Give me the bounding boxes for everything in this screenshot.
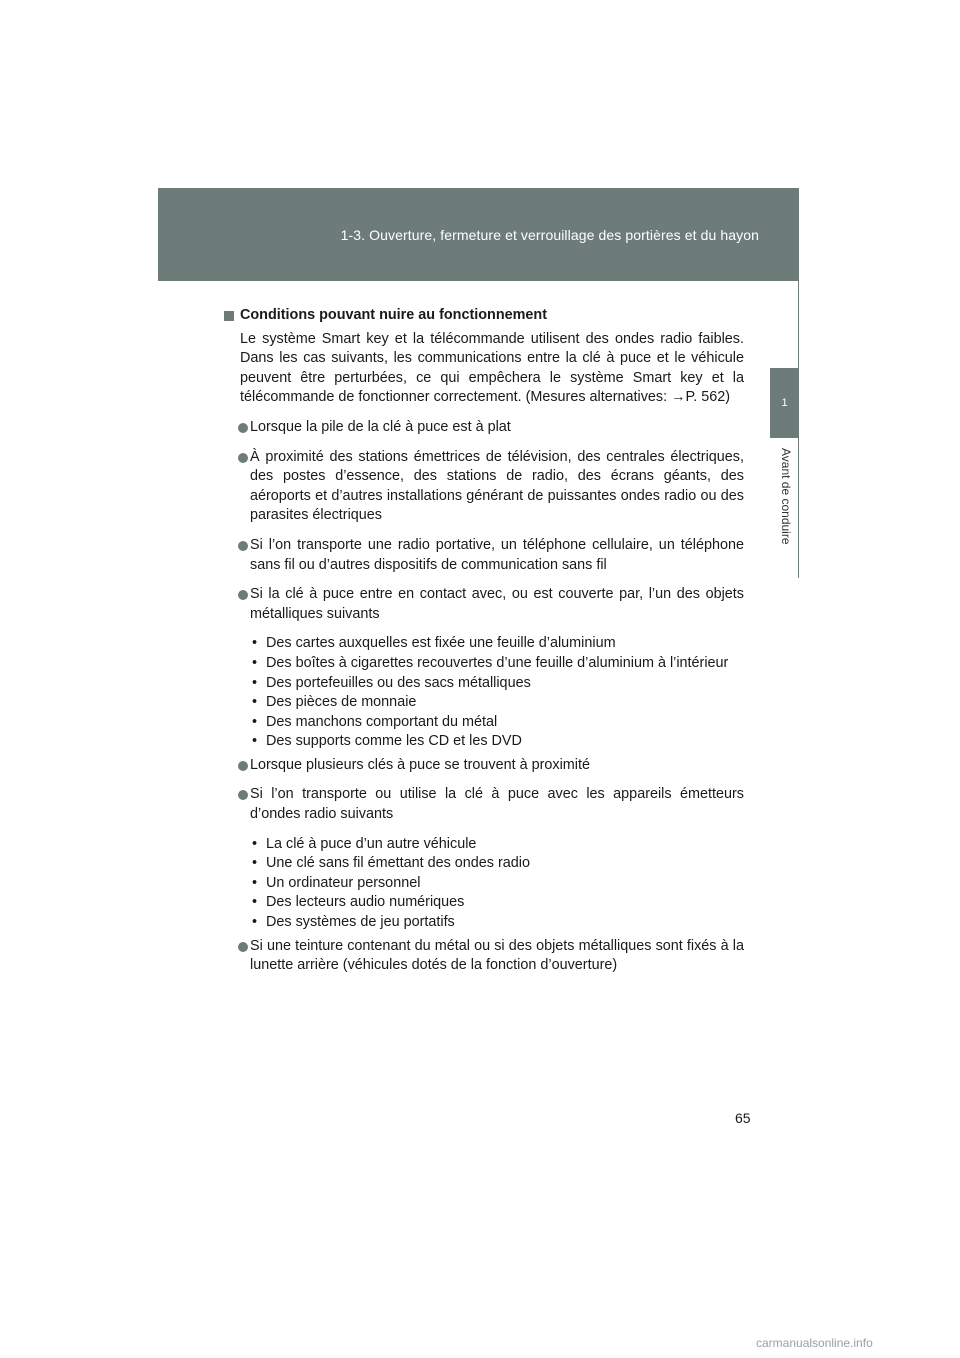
- list-item: • Des manchons comportant du métal: [250, 713, 744, 733]
- bullet-item: [224, 448, 744, 526]
- circle-bullet-icon: [238, 761, 248, 771]
- watermark-text: carmanualsonline.info: [756, 1336, 873, 1350]
- list-item: • Des pièces de monnaie: [250, 693, 744, 713]
- circle-bullet-icon: [238, 423, 248, 433]
- bullet-item: [224, 785, 744, 824]
- page-content: [224, 306, 744, 976]
- list-item: • Un ordinateur personnel: [250, 874, 744, 894]
- chapter-number: 1: [781, 397, 788, 409]
- section-heading: [224, 306, 744, 326]
- list-item: • Des lecteurs audio numériques: [250, 893, 744, 913]
- bullet-text: Si l’on transporte ou utilise la clé à puce avec les appareils émetteurs d’ondes radio suivants: [250, 786, 744, 823]
- bullet-text: Si la clé à puce entre en contact avec, ou est couverte par, l’un des objets métalliques suivants: [250, 586, 744, 622]
- chapter-label: Avant de conduire: [779, 448, 793, 545]
- intro-paragraph: Le système Smart key et la télécommande utilisent des ondes radio faibles. Dans les cas suivants, les communications entre la clé à puce et le véhicule peuvent être perturbées, ce qui empêchera le système Smart key et la télécommande de fonctionner correctement. (Mesures alternatives: →P. 562): [240, 330, 744, 406]
- page-number: 65: [735, 1110, 751, 1126]
- side-divider-top: [798, 281, 799, 368]
- circle-bullet-icon: [238, 541, 248, 551]
- bullet-item: [224, 536, 744, 575]
- bullet-text: Lorsque la pile de la clé à puce est à plat: [250, 418, 511, 435]
- circle-bullet-icon: [238, 590, 248, 600]
- bullet-item: [224, 418, 744, 438]
- section-heading-text: Conditions pouvant nuire au fonctionnement: [240, 307, 547, 323]
- bullet-text: Lorsque plusieurs clés à puce se trouvent à proximité: [250, 756, 590, 773]
- bullet-item: [224, 756, 744, 776]
- list-item: • Des cartes auxquelles est fixée une feuille d’aluminium: [250, 634, 744, 654]
- header-band: [158, 188, 799, 281]
- section-header-title: 1-3. Ouverture, fermeture et verrouillage des portières et du hayon: [340, 227, 759, 243]
- list-item: • Des boîtes à cigarettes recouvertes d’une feuille d’aluminium à l’intérieur: [250, 654, 744, 674]
- list-item: • Des systèmes de jeu portatifs: [250, 913, 744, 933]
- square-bullet-icon: [224, 311, 234, 321]
- chapter-tab: [770, 368, 799, 438]
- list-item: • Une clé sans fil émettant des ondes radio: [250, 854, 744, 874]
- circle-bullet-icon: [238, 453, 248, 463]
- bullet-text: Si une teinture contenant du métal ou si des objets métalliques sont fixés à la lunette arrière (véhicules dotés de la fonction d’ouverture): [250, 937, 744, 974]
- list-item: • La clé à puce d’un autre véhicule: [250, 835, 744, 855]
- circle-bullet-icon: [238, 790, 248, 800]
- bullet-text: À proximité des stations émettrices de télévision, des centrales électriques, des postes d’essence, des stations de radio, des écrans géants, des aéroports et d’autres installations générant de puissantes ondes radio ou des parasites électriques: [250, 448, 744, 524]
- bullet-text: Si l’on transporte une radio portative, un téléphone cellulaire, un téléphone sans fil ou d’autres dispositifs de communication sans fil: [250, 536, 744, 573]
- bullet-item: [224, 937, 744, 976]
- list-item: • Des supports comme les CD et les DVD: [250, 732, 744, 752]
- circle-bullet-icon: [238, 942, 248, 952]
- list-item: • Des portefeuilles ou des sacs métalliques: [250, 674, 744, 694]
- radio-devices-list: [224, 835, 744, 933]
- bullet-item: [224, 585, 744, 624]
- metal-objects-list: [224, 634, 744, 752]
- side-divider-bottom: [798, 438, 799, 578]
